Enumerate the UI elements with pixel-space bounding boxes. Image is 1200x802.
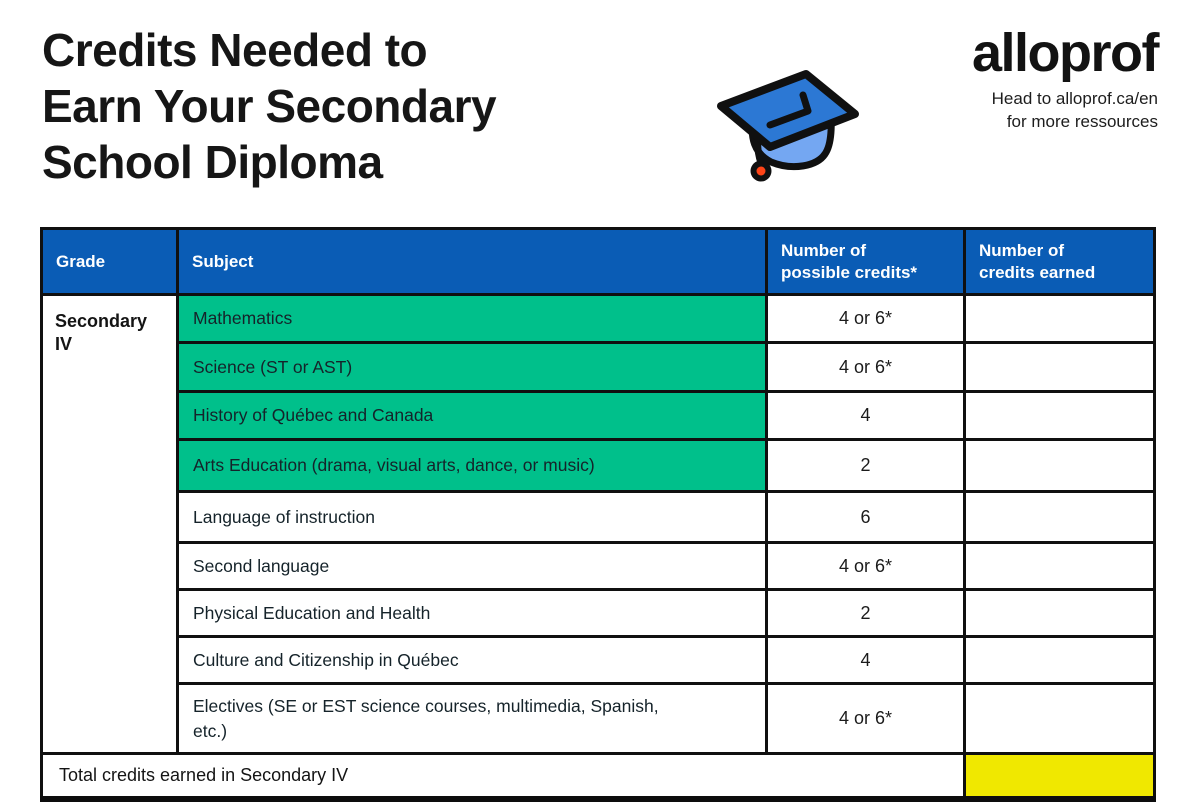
table-row xyxy=(42,295,1155,343)
possible-credits-cell: 4 or 6* xyxy=(767,684,965,754)
subject-label: Mathematics xyxy=(193,308,293,329)
alloprof-logo: alloprof xyxy=(972,23,1158,83)
subject-cell xyxy=(178,543,767,590)
table-body xyxy=(42,295,1155,754)
credits-earned-cell xyxy=(965,492,1155,543)
table-row xyxy=(42,590,1155,637)
subject-cell xyxy=(178,295,767,343)
brand-tagline-line-2: for more ressources xyxy=(1006,111,1158,131)
total-credits-earned-cell xyxy=(965,754,1155,799)
subject-cell xyxy=(178,440,767,492)
possible-credits-cell: 4 xyxy=(767,392,965,440)
possible-credits-cell: 4 or 6* xyxy=(767,543,965,590)
total-row xyxy=(42,754,1155,799)
credits-earned-cell xyxy=(965,543,1155,590)
column-header-possible-credits: Number of possible credits* xyxy=(767,229,965,295)
credits-earned-cell xyxy=(965,637,1155,684)
subject-label: Culture and Citizenship in Québec xyxy=(193,649,459,670)
table-row xyxy=(42,543,1155,590)
subject-cell xyxy=(178,343,767,392)
subject-label: Arts Education (drama, visual arts, dance, or music) xyxy=(193,455,595,476)
subject-label: Electives (SE or EST science courses, multimedia, Spanish, etc.) xyxy=(193,696,659,741)
column-header-credits-earned: Number of credits earned xyxy=(965,229,1155,295)
subject-cell xyxy=(178,492,767,543)
credits-earned-cell xyxy=(965,343,1155,392)
possible-credits-cell: 2 xyxy=(767,440,965,492)
subject-label: Language of instruction xyxy=(193,506,375,527)
subject-label: Second language xyxy=(193,555,330,576)
subject-cell xyxy=(178,684,767,754)
table-row xyxy=(42,440,1155,492)
subject-cell xyxy=(178,637,767,684)
subject-label: Physical Education and Health xyxy=(193,602,431,623)
credits-table xyxy=(40,227,1156,802)
credits-earned-cell xyxy=(965,295,1155,343)
subject-cell xyxy=(178,392,767,440)
credits-earned-cell xyxy=(965,440,1155,492)
brand-tagline-line-1: Head to alloprof.ca/en xyxy=(991,89,1158,108)
brand-tagline xyxy=(972,88,1158,134)
table-row xyxy=(42,343,1155,392)
header-row xyxy=(42,229,1155,295)
credits-earned-cell xyxy=(965,392,1155,440)
brand-block xyxy=(972,23,1158,134)
subject-label: History of Québec and Canada xyxy=(193,405,434,426)
page-title-line-2: Earn Your Secondary xyxy=(42,80,497,133)
column-header-subject: Subject xyxy=(178,229,767,295)
page-title-line-1: Credits Needed to xyxy=(42,24,428,76)
possible-credits-cell: 4 or 6* xyxy=(767,343,965,392)
total-label: Total credits earned in Secondary IV xyxy=(42,754,965,799)
table-row xyxy=(42,684,1155,754)
grade-cell: Secondary IV xyxy=(42,295,178,754)
graduation-cap-icon xyxy=(712,58,864,186)
column-header-grade: Grade xyxy=(42,229,178,295)
table-row xyxy=(42,392,1155,440)
table-row xyxy=(42,492,1155,543)
possible-credits-cell: 4 xyxy=(767,637,965,684)
possible-credits-cell: 4 or 6* xyxy=(767,295,965,343)
possible-credits-cell: 6 xyxy=(767,492,965,543)
possible-credits-cell: 2 xyxy=(767,590,965,637)
credits-earned-cell xyxy=(965,590,1155,637)
subject-cell xyxy=(178,590,767,637)
page-title xyxy=(42,22,496,190)
credits-earned-cell xyxy=(965,684,1155,754)
table-row xyxy=(42,637,1155,684)
page-title-line-3: School Diploma xyxy=(42,136,383,189)
subject-label: Science (ST or AST) xyxy=(193,356,353,377)
